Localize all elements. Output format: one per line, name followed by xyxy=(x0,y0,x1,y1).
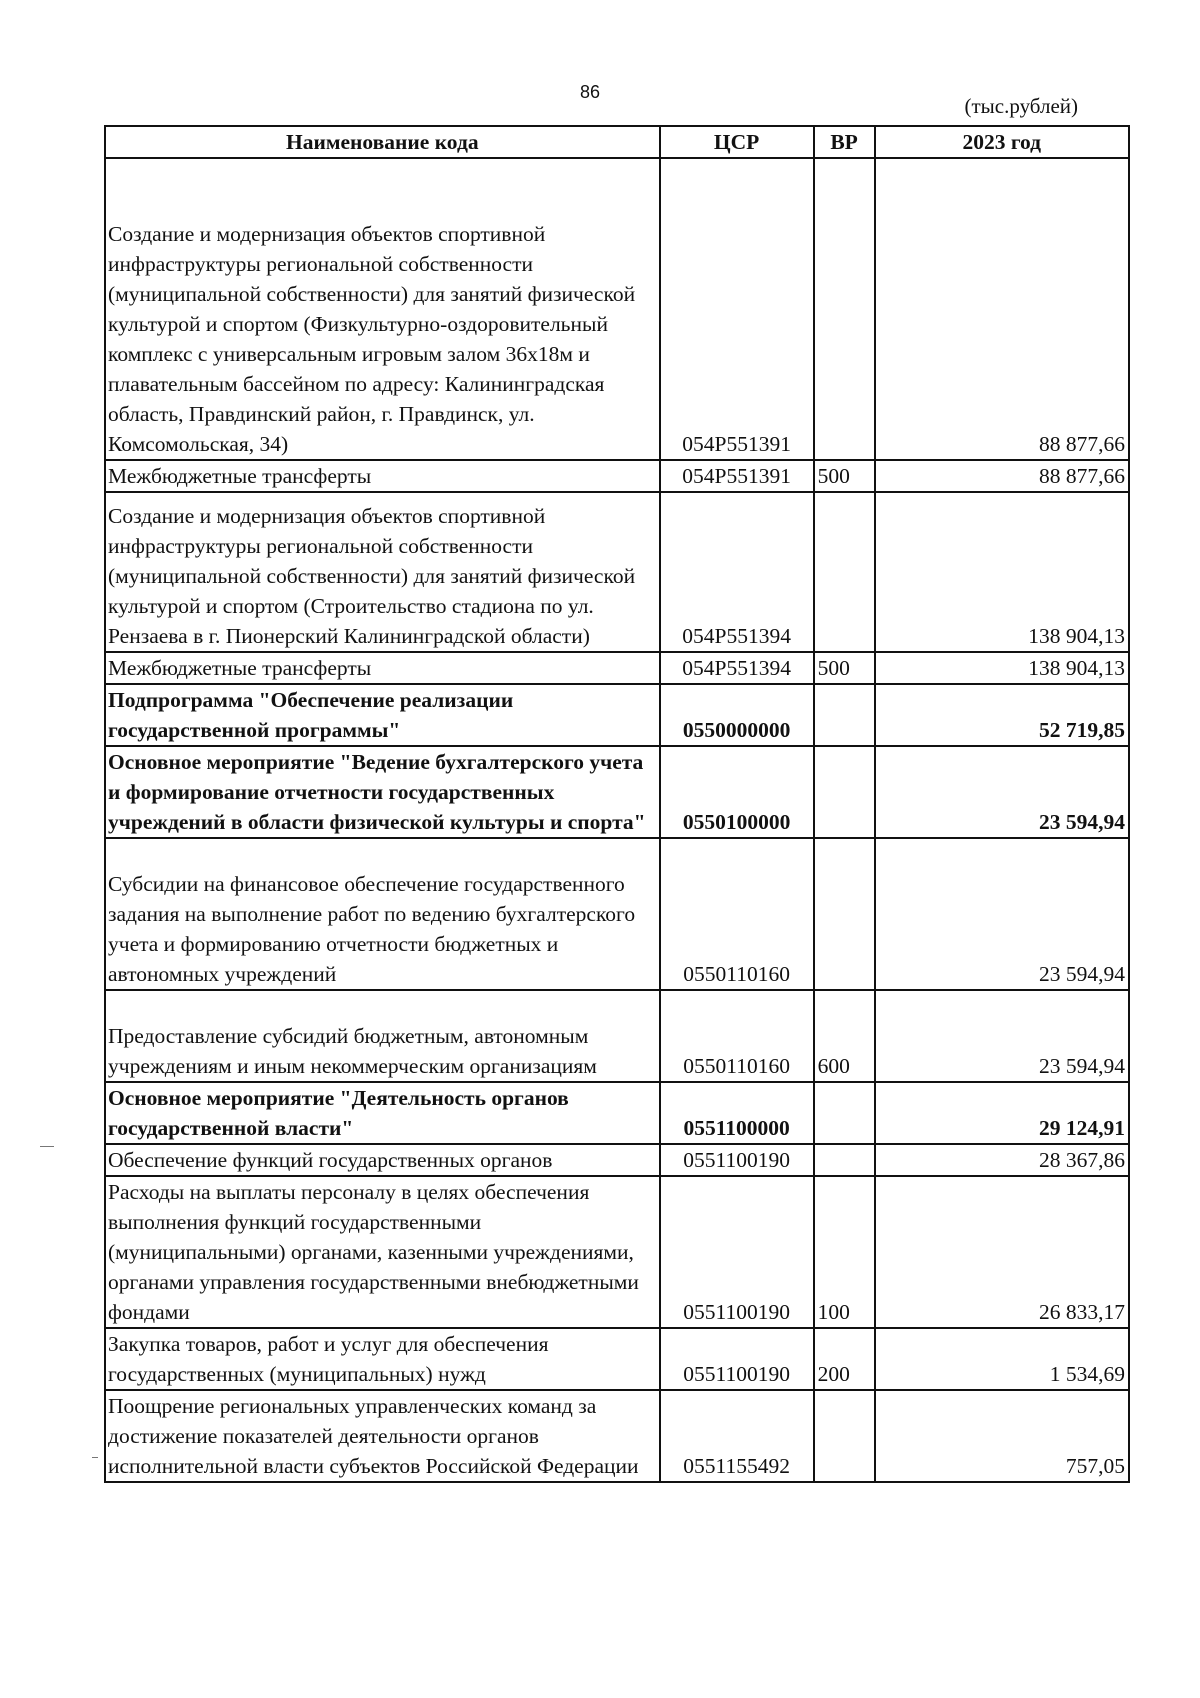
header-name: Наименование кода xyxy=(105,126,660,158)
row-value: 88 877,66 xyxy=(875,460,1130,492)
row-csr: 054P551391 xyxy=(660,158,814,460)
row-csr: 0550100000 xyxy=(660,746,814,838)
row-vr xyxy=(814,158,875,460)
row-csr: 054P551391 xyxy=(660,460,814,492)
row-csr: 0551100000 xyxy=(660,1082,814,1144)
table-row xyxy=(105,460,1129,492)
table-header-row xyxy=(105,126,1129,158)
row-csr: 0551100190 xyxy=(660,1176,814,1328)
row-csr: 054P551394 xyxy=(660,492,814,652)
row-value: 757,05 xyxy=(875,1390,1130,1482)
table-row xyxy=(105,492,1129,652)
row-csr: 0551100190 xyxy=(660,1144,814,1176)
row-vr xyxy=(814,838,875,990)
row-vr: 100 xyxy=(814,1176,875,1328)
row-value: 28 367,86 xyxy=(875,1144,1130,1176)
table-row xyxy=(105,990,1129,1082)
scan-mark xyxy=(40,1146,54,1147)
row-vr xyxy=(814,1390,875,1482)
units-label: (тыс.рублей) xyxy=(964,94,1078,118)
table-row xyxy=(105,1144,1129,1176)
row-value: 52 719,85 xyxy=(875,684,1130,746)
table-row xyxy=(105,746,1129,838)
row-csr: 0550110160 xyxy=(660,990,814,1082)
row-vr xyxy=(814,1144,875,1176)
row-csr: 0550110160 xyxy=(660,838,814,990)
header-vr: ВР xyxy=(814,126,875,158)
row-value: 23 594,94 xyxy=(875,990,1130,1082)
table-row xyxy=(105,1082,1129,1144)
row-csr: 054P551394 xyxy=(660,652,814,684)
row-vr: 600 xyxy=(814,990,875,1082)
row-vr: 500 xyxy=(814,460,875,492)
row-vr: 500 xyxy=(814,652,875,684)
row-name: Подпрограмма "Обеспечение реализации государственной программы" xyxy=(105,684,660,746)
row-value: 138 904,13 xyxy=(875,652,1130,684)
row-name: Основное мероприятие "Деятельность органов государственной власти" xyxy=(105,1082,660,1144)
row-name: Предоставление субсидий бюджетным, автономным учреждениям и иным некоммерческим организациям xyxy=(105,990,660,1082)
table-row xyxy=(105,1328,1129,1390)
row-value: 138 904,13 xyxy=(875,492,1130,652)
row-name: Создание и модернизация объектов спортивной инфраструктуры региональной собственности (муниципальной собственности) для занятий физической культурой и спортом (Физкультурно-оздоровительный комплекс с универсальным игровым залом 36х18м и плавательным бассейном по адресу: Калининградская область, Правдинский район, г. Правдинск, ул. Комсомольская, 34) xyxy=(105,158,660,460)
row-value: 26 833,17 xyxy=(875,1176,1130,1328)
page-number: 86 xyxy=(580,82,601,102)
budget-table xyxy=(104,125,1130,1483)
row-value: 23 594,94 xyxy=(875,838,1130,990)
scan-mark xyxy=(92,1457,98,1458)
row-name: Обеспечение функций государственных органов xyxy=(105,1144,660,1176)
row-value: 88 877,66 xyxy=(875,158,1130,460)
table-row xyxy=(105,652,1129,684)
row-name: Закупка товаров, работ и услуг для обеспечения государственных (муниципальных) нужд xyxy=(105,1328,660,1390)
row-name: Поощрение региональных управленческих команд за достижение показателей деятельности органов исполнительной власти субъектов Российской Федерации xyxy=(105,1390,660,1482)
row-vr: 200 xyxy=(814,1328,875,1390)
row-value: 1 534,69 xyxy=(875,1328,1130,1390)
row-csr: 0551155492 xyxy=(660,1390,814,1482)
row-value: 23 594,94 xyxy=(875,746,1130,838)
row-name: Расходы на выплаты персоналу в целях обеспечения выполнения функций государственными (муниципальными) органами, казенными учреждениями, органами управления государственными внебюджетными фондами xyxy=(105,1176,660,1328)
row-csr: 0551100190 xyxy=(660,1328,814,1390)
table-row xyxy=(105,1390,1129,1482)
row-value: 29 124,91 xyxy=(875,1082,1130,1144)
row-vr xyxy=(814,1082,875,1144)
header-year: 2023 год xyxy=(875,126,1130,158)
row-name: Субсидии на финансовое обеспечение государственного задания на выполнение работ по ведению бухгалтерского учета и формированию отчетности бюджетных и автономных учреждений xyxy=(105,838,660,990)
header-csr: ЦСР xyxy=(660,126,814,158)
row-name: Межбюджетные трансферты xyxy=(105,460,660,492)
table-row xyxy=(105,158,1129,460)
table-row xyxy=(105,1176,1129,1328)
table-row xyxy=(105,684,1129,746)
row-vr xyxy=(814,684,875,746)
row-csr: 0550000000 xyxy=(660,684,814,746)
row-name: Создание и модернизация объектов спортивной инфраструктуры региональной собственности (муниципальной собственности) для занятий физической культурой и спортом (Строительство стадиона по ул. Рензаева в г. Пионерский Калининградской области) xyxy=(105,492,660,652)
table-row xyxy=(105,838,1129,990)
row-vr xyxy=(814,492,875,652)
row-name: Основное мероприятие "Ведение бухгалтерского учета и формирование отчетности государственных учреждений в области физической культуры и спорта" xyxy=(105,746,660,838)
row-name: Межбюджетные трансферты xyxy=(105,652,660,684)
row-vr xyxy=(814,746,875,838)
